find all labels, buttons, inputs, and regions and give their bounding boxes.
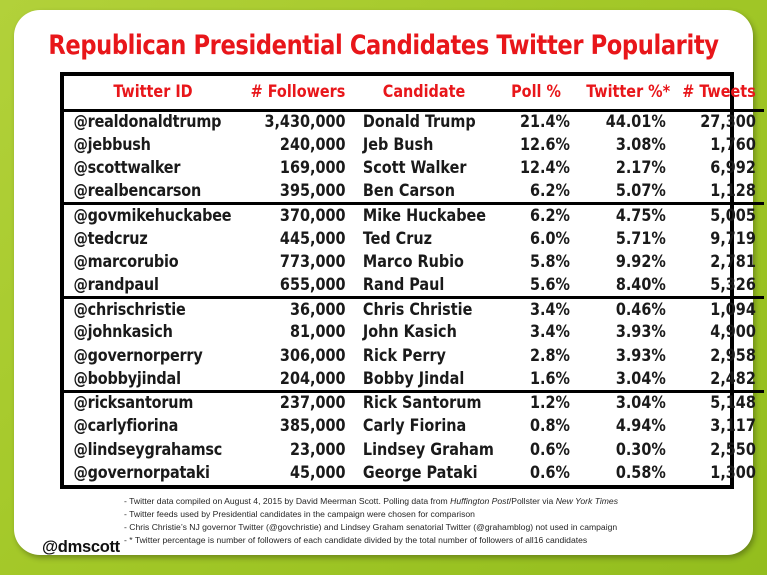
column-header-followers[interactable]: # Followers xyxy=(244,76,353,110)
cell-twitter-id: @bobbyjindal xyxy=(67,368,240,391)
table-body xyxy=(64,110,764,485)
footnote-line xyxy=(124,534,749,547)
cell-followers: 655,000 xyxy=(244,274,353,297)
cell-followers: 36,000 xyxy=(289,299,346,319)
cell-twitter-pct: 9.92% xyxy=(615,252,666,272)
cell-tweets: 6,992 xyxy=(710,158,756,178)
cell-tweets: 1,128 xyxy=(675,180,762,203)
table-row[interactable] xyxy=(64,344,764,367)
cell-candidate: John Kasich xyxy=(362,322,457,342)
table-row[interactable] xyxy=(64,180,764,203)
cell-candidate: Marco Rubio xyxy=(362,252,464,272)
cell-tweets: 1,760 xyxy=(710,134,756,154)
cell-followers: 773,000 xyxy=(279,252,346,272)
cell-tweets: 2,482 xyxy=(675,368,762,391)
cell-twitter-id: @governorpataki xyxy=(73,463,210,483)
cell-poll-pct: 12.4% xyxy=(519,158,570,178)
table-row[interactable] xyxy=(64,110,764,133)
cell-followers: 23,000 xyxy=(289,439,346,459)
cell-twitter-pct: 4.75% xyxy=(615,205,666,225)
cell-tweets: 2,550 xyxy=(710,439,756,459)
cell-twitter-pct: 3.04% xyxy=(579,368,672,391)
cell-twitter-pct: 0.46% xyxy=(615,299,666,319)
table-row[interactable] xyxy=(64,462,764,485)
cell-twitter-pct: 3.08% xyxy=(615,134,666,154)
table-row[interactable] xyxy=(64,391,764,414)
cell-candidate: Ben Carson xyxy=(356,180,492,203)
cell-poll-pct: 12.6% xyxy=(519,134,570,154)
cell-poll-pct: 0.6% xyxy=(530,463,570,483)
cell-tweets: 3,117 xyxy=(710,416,756,436)
cell-candidate: Rick Perry xyxy=(362,345,446,365)
table-header-row xyxy=(64,76,764,110)
cell-poll-pct: 6.0% xyxy=(530,228,570,248)
cell-twitter-pct: 5.71% xyxy=(615,228,666,248)
data-table-container xyxy=(60,72,756,489)
cell-twitter-pct: 3.93% xyxy=(615,345,666,365)
cell-poll-pct: 21.4% xyxy=(519,112,570,132)
cell-candidate: Jeb Bush xyxy=(362,134,434,154)
cell-twitter-id: @scottwalker xyxy=(73,158,181,178)
table-row[interactable] xyxy=(64,438,764,461)
cell-tweets: 2,958 xyxy=(710,345,756,365)
cell-followers: 204,000 xyxy=(244,368,353,391)
cell-twitter-id: @randpaul xyxy=(67,274,240,297)
cell-poll-pct: 0.8% xyxy=(530,416,570,436)
cell-twitter-id: @govmikehuckabee xyxy=(73,205,232,225)
cell-poll-pct: 2.8% xyxy=(530,345,570,365)
cell-twitter-id: @jebbush xyxy=(73,134,151,154)
cell-poll-pct: 5.6% xyxy=(495,274,576,297)
cell-followers: 237,000 xyxy=(279,393,346,413)
cell-followers: 385,000 xyxy=(279,416,346,436)
cell-tweets: 1,094 xyxy=(710,299,756,319)
cell-twitter-id: @tedcruz xyxy=(73,228,148,248)
cell-twitter-id: @johnkasich xyxy=(73,322,173,342)
cell-followers: 395,000 xyxy=(244,180,353,203)
footnote-text: - Twitter feeds used by Presidential candidates in the campaign were chosen for comparison xyxy=(124,508,475,519)
cell-twitter-pct: 2.17% xyxy=(615,158,666,178)
table-row[interactable] xyxy=(64,274,764,297)
cell-followers: 45,000 xyxy=(289,463,346,483)
cell-followers: 81,000 xyxy=(289,322,346,342)
cell-twitter-pct: 44.01% xyxy=(605,112,666,132)
table-row[interactable] xyxy=(64,321,764,344)
cell-candidate: Mike Huckabee xyxy=(362,205,487,225)
cell-candidate: Carly Fiorina xyxy=(362,416,467,436)
footnote-line xyxy=(124,495,749,508)
cell-twitter-pct: 3.93% xyxy=(615,322,666,342)
footnotes-block xyxy=(124,495,749,547)
table-row[interactable] xyxy=(64,133,764,156)
cell-poll-pct: 6.2% xyxy=(530,205,570,225)
cell-candidate: Rand Paul xyxy=(356,274,492,297)
cell-followers: 169,000 xyxy=(279,158,346,178)
table-header xyxy=(64,76,764,110)
table-row[interactable] xyxy=(64,251,764,274)
twitter-popularity-table xyxy=(64,76,764,485)
cell-twitter-pct: 4.94% xyxy=(615,416,666,436)
cell-poll-pct: 3.4% xyxy=(530,299,570,319)
cell-candidate: Rick Santorum xyxy=(362,393,482,413)
cell-tweets: 4,900 xyxy=(710,322,756,342)
footnote-line xyxy=(124,508,749,521)
cell-poll-pct: 1.6% xyxy=(495,368,576,391)
cell-tweets: 5,326 xyxy=(675,274,762,297)
footnote-text: /Pollster via xyxy=(508,496,556,506)
footnote-text: New York Times xyxy=(555,496,619,506)
cell-twitter-pct: 0.58% xyxy=(615,463,666,483)
cell-candidate: Lindsey Graham xyxy=(362,439,494,459)
cell-twitter-id: @marcorubio xyxy=(73,252,179,272)
table-row[interactable] xyxy=(64,204,764,227)
footnote-text: - Chris Christie’s NJ governor Twitter (@govchristie) and Lindsey Graham senatorial Twitter (@grahamblog) not used in campaign xyxy=(124,521,618,532)
cell-twitter-id: @governorperry xyxy=(73,345,203,365)
footnote-text: Huffington Post xyxy=(450,496,509,506)
cell-tweets: 5,148 xyxy=(710,393,756,413)
cell-candidate: Scott Walker xyxy=(362,158,467,178)
cell-followers: 3,430,000 xyxy=(264,112,346,132)
cell-tweets: 5,005 xyxy=(710,205,756,225)
cell-twitter-id: @ricksantorum xyxy=(73,393,194,413)
page-title: Republican Presidential Candidates Twitter Popularity xyxy=(48,30,719,61)
cell-poll-pct: 6.2% xyxy=(495,180,576,203)
cell-candidate: Donald Trump xyxy=(362,112,476,132)
author-watermark: @dmscott xyxy=(42,538,120,556)
cell-tweets: 27,300 xyxy=(700,112,756,132)
column-header-tweets[interactable]: # Tweets xyxy=(675,76,762,110)
table-row[interactable] xyxy=(64,415,764,438)
table-row[interactable] xyxy=(64,157,764,180)
cell-poll-pct: 0.6% xyxy=(530,439,570,459)
column-header-poll-pct[interactable]: Poll % xyxy=(495,76,576,110)
cell-followers: 306,000 xyxy=(279,345,346,365)
column-header-candidate[interactable]: Candidate xyxy=(356,76,492,110)
column-header-twitter-pct[interactable]: Twitter %* xyxy=(579,76,672,110)
table-row[interactable] xyxy=(64,368,764,391)
cell-candidate: Ted Cruz xyxy=(362,228,432,248)
column-header-twitter-id[interactable]: Twitter ID xyxy=(67,76,240,110)
cell-followers: 445,000 xyxy=(279,228,346,248)
cell-followers: 240,000 xyxy=(279,134,346,154)
cell-candidate: Bobby Jindal xyxy=(356,368,492,391)
cell-tweets: 1,300 xyxy=(710,463,756,483)
cell-twitter-id: @realdonaldtrump xyxy=(73,112,222,132)
cell-followers: 370,000 xyxy=(279,205,346,225)
cell-poll-pct: 5.8% xyxy=(530,252,570,272)
cell-twitter-id: @chrischristie xyxy=(73,299,186,319)
cell-twitter-pct: 8.40% xyxy=(579,274,672,297)
cell-candidate: Chris Christie xyxy=(362,299,473,319)
cell-twitter-id: @carlyfiorina xyxy=(73,416,179,436)
cell-twitter-pct: 5.07% xyxy=(579,180,672,203)
cell-twitter-pct: 3.04% xyxy=(615,393,666,413)
cell-twitter-pct: 0.30% xyxy=(615,439,666,459)
cell-twitter-id: @lindseygrahamsc xyxy=(73,439,223,459)
cell-tweets: 9,719 xyxy=(710,228,756,248)
slide-panel xyxy=(14,10,756,556)
footnote-line xyxy=(124,521,749,534)
cell-candidate: George Pataki xyxy=(362,463,478,483)
footnote-text: - * Twitter percentage is number of followers of each candidate divided by the total number of followers of all16 candidates xyxy=(124,534,588,545)
table-row[interactable] xyxy=(64,227,764,250)
cell-twitter-id: @realbencarson xyxy=(67,180,240,203)
cell-poll-pct: 1.2% xyxy=(530,393,570,413)
table-row[interactable] xyxy=(64,298,764,321)
cell-poll-pct: 3.4% xyxy=(530,322,570,342)
footnote-text: - Twitter data compiled on August 4, 2015 by David Meerman Scott. Polling data from xyxy=(124,496,451,506)
cell-tweets: 2,781 xyxy=(710,252,756,272)
